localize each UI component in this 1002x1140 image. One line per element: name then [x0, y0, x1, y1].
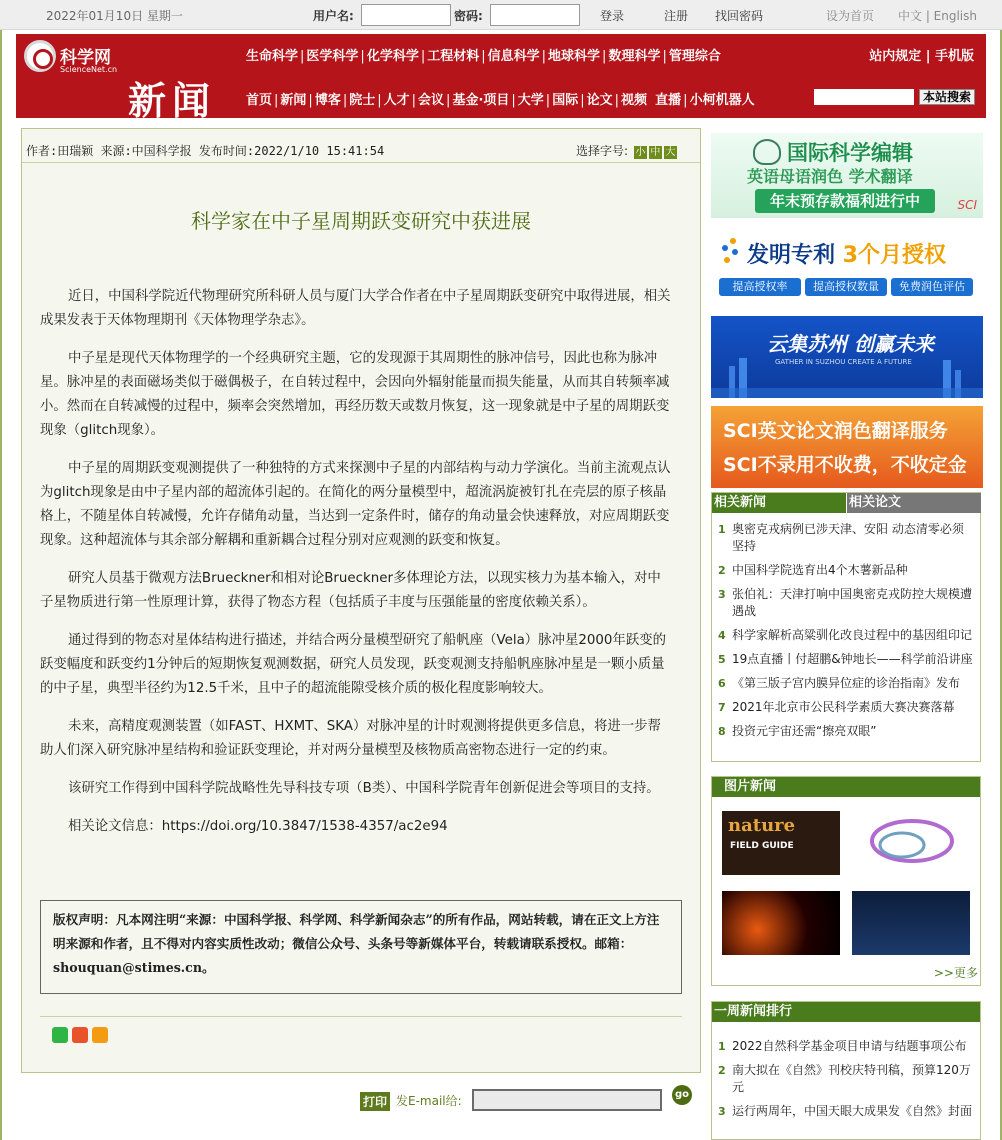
nav-university[interactable]: 大学	[517, 93, 544, 108]
font-medium-button[interactable]: 中	[650, 147, 661, 158]
nav-international[interactable]: 国际	[552, 93, 579, 108]
photo-thumb-space[interactable]	[722, 891, 840, 955]
editing-logo-icon	[753, 139, 781, 165]
list-item[interactable]: 3 运行两周年，中国天眼大成果发《自然》封面	[718, 1104, 973, 1118]
list-item[interactable]: 4 科学家解析高粱驯化改良过程中的基因组印记	[718, 628, 973, 642]
photo-thumb-nature[interactable]	[722, 811, 840, 875]
nav-management[interactable]: 管理综合	[668, 49, 721, 64]
secondary-nav: 首页 | 新闻 | 博客 | 院士 | 人才 | 会议 | 基金·项目 | 大学 | 国际 | 论文 | 视频 直播 | 小柯机器人	[246, 93, 755, 108]
ad3-title: 云集苏州 创赢未来	[767, 332, 934, 356]
ad1-cta: 年末预存款福利进行中	[755, 189, 935, 213]
weekly-ranking-header: 一周新闻排行	[712, 1002, 980, 1022]
nav-chemistry[interactable]: 化学科学	[366, 49, 419, 64]
nav-academician[interactable]: 院士	[349, 93, 376, 108]
article-panel	[21, 128, 701, 1073]
protein-structure-icon	[852, 811, 970, 875]
meta-divider	[22, 162, 700, 163]
ad-science-editing[interactable]	[711, 133, 983, 218]
article-paragraph: 中子星是现代天体物理学的一个经典研究主题，它的发现源于其周期性的脉冲信号，因此也称为脉冲星。脉冲星的表面磁场类似于磁偶极子，在自转过程中，会因向外辐射能量而损失能量，从而其自转频率减小。然而在自转减慢的过程中，频率会突然增加，再经历数天或数月恢复，这一现象就是中子星的周期跃变现象（glitch现象）。	[40, 351, 670, 438]
photo-news-box	[711, 776, 981, 986]
password-input[interactable]	[490, 4, 580, 26]
ad-sci-polish[interactable]	[711, 406, 983, 488]
article-paragraph: 未来，高精度观测装置（如FAST、HXMT、SKA）对脉冲星的计时观测将提供更多信息，将进一步帮助人们深入研究脉冲星结构和验证跃变理论，并对两分量模型及核物质高密物态进行一定的约束。	[40, 719, 661, 758]
font-large-button[interactable]: 大	[665, 147, 676, 158]
ad2-button[interactable]: 免费润色评估	[891, 278, 973, 296]
ad4-line2: SCI不录用不收费，不收定金	[723, 454, 967, 476]
nav-earth[interactable]: 地球科学	[548, 49, 601, 64]
site-header	[16, 34, 986, 123]
article-paragraph: 该研究工作得到中国科学院战略性先导科技专项（B类）、中国科学院青年创新促进会等项目的支持。	[68, 781, 660, 796]
nav-fund[interactable]: 基金·项目	[452, 93, 510, 108]
ad3-subtitle: GATHER IN SUZHOU CREATE A FUTURE	[775, 358, 912, 366]
nature-cover-subtitle: FIELD GUIDE	[730, 841, 794, 851]
paper-doi-link[interactable]: 相关论文信息：https://doi.org/10.3847/1538-4357/ac2e94	[68, 819, 448, 834]
list-item[interactable]: 5 19点直播丨付超鹏&钟地长——科学前沿讲座	[718, 652, 973, 666]
nature-cover-title: nature	[728, 815, 796, 836]
login-link[interactable]: 登录	[600, 9, 625, 23]
ad1-subtitle: 英语母语润色 学术翻译	[747, 167, 913, 186]
email-bar	[360, 1085, 700, 1115]
ad2-button[interactable]: 提高授权率	[719, 278, 801, 296]
share-divider	[40, 1016, 682, 1017]
ad1-title: 国际科学编辑	[787, 141, 913, 165]
password-label: 密码:	[454, 9, 483, 23]
site-search-input[interactable]	[814, 89, 914, 105]
recover-password-link[interactable]: 找回密码	[715, 9, 764, 23]
register-link[interactable]: 注册	[664, 9, 689, 23]
photo-news-header: 图片新闻	[712, 777, 980, 797]
patent-dots-icon	[719, 236, 743, 266]
list-item[interactable]: 1 奥密克戎病例已涉天津、安阳 动态清零必须坚持	[718, 522, 964, 553]
ad1-mark: SCI	[957, 198, 977, 212]
font-small-button[interactable]: 小	[635, 147, 646, 158]
username-input[interactable]	[361, 4, 451, 26]
nav-home[interactable]: 首页	[246, 93, 273, 108]
nav-live[interactable]: 直播	[655, 93, 682, 108]
nav-talent[interactable]: 人才	[383, 93, 410, 108]
logo-icon	[24, 40, 56, 72]
print-button[interactable]: 打印	[360, 1092, 390, 1111]
share-bar	[52, 1027, 112, 1043]
article-meta: 作者:田瑞颖 来源:中国科学报 发布时间:2022/1/10 15:41:54	[26, 144, 385, 158]
nav-robot[interactable]: 小柯机器人	[689, 93, 755, 108]
go-button[interactable]: go	[672, 1085, 692, 1105]
username-label: 用户名:	[313, 9, 354, 23]
photo-thumb-protein[interactable]	[852, 811, 970, 875]
weekly-ranking-list	[712, 1038, 980, 1127]
list-item[interactable]: 3 张伯礼：天津打响中国奥密克戎防控大规模遭遇战	[718, 587, 973, 618]
email-label: 发E-mail给:	[396, 1094, 462, 1108]
related-news-list	[712, 521, 980, 747]
more-share-icon[interactable]	[92, 1027, 108, 1043]
nav-math-physics[interactable]: 数理科学	[608, 49, 661, 64]
ad-suzhou[interactable]	[711, 316, 983, 398]
ad-patent[interactable]	[711, 226, 983, 300]
list-item[interactable]: 6 《第三版子宫内膜异位症的诊治指南》发布	[718, 676, 961, 690]
article-body	[40, 285, 672, 853]
ad4-line1: SCI英文论文润色翻译服务	[723, 420, 948, 442]
article-paragraph: 研究人员基于微观方法Brueckner和相对论Brueckner多体理论方法，以现实核力为基本输入，对中子星物质进行第一性原理计算，获得了物态方程（包括质子丰度与压强能量的密度依赖关系）。	[40, 571, 661, 610]
article-paragraph: 近日，中国科学院近代物理研究所科研人员与厦门大学合作者在中子星周期跃变研究中取得进展，相关成果发表于天体物理期刊《天体物理学杂志》。	[40, 289, 671, 328]
nav-video[interactable]: 视频	[621, 93, 648, 108]
nav-medical-science[interactable]: 医学科学	[306, 49, 359, 64]
list-item[interactable]: 1 2022自然科学基金项目申请与结题事项公布	[718, 1039, 967, 1053]
list-item[interactable]: 2 中国科学院选育出4个木薯新品种	[718, 563, 908, 577]
primary-nav: 生命科学 | 医学科学 | 化学科学 | 工程材料 | 信息科学 | 地球科学 | 数理科学 | 管理综合	[246, 49, 721, 64]
font-size-selector	[576, 142, 677, 159]
article-paragraph: 中子星的周期跃变观测提供了一种独特的方式来探测中子星的内部结构与动力学演化。当前主流观点认为glitch现象是由中子星内部的超流体引起的。在简化的两分量模型中，超流涡旋被钉扎在壳层的原子核晶格上，不随星体自转减慢，允许存储角动量，当达到一定条件时，储存的角动量会快速释放，对应周期跃变现象。这种超流体与其余部分解耦和重新耦合过程分别对应观测的跃变和恢复。	[40, 461, 671, 548]
section-title: 新闻	[128, 79, 217, 123]
copyright-notice: 版权声明：凡本网注明“来源：中国科学报、科学网、科学新闻杂志”的所有作品，网站转载，请在正文上方注明来源和作者，且不得对内容实质性改动；微信公众号、头条号等新媒体平台，转载请联系授权。邮箱：shouquan@stimes.cn。	[40, 900, 682, 994]
nav-conference[interactable]: 会议	[418, 93, 445, 108]
site-logo[interactable]	[24, 40, 124, 74]
tab-related-papers[interactable]: 相关论文	[847, 493, 981, 513]
nav-news[interactable]: 新闻	[280, 93, 307, 108]
article-title: 科学家在中子星周期跃变研究中获进展	[191, 209, 531, 233]
list-item[interactable]: 8 投资元宇宙还需“擦亮双眼”	[718, 724, 877, 738]
ad2-title: 发明专利 3个月授权	[747, 243, 946, 268]
weekly-ranking-box	[711, 1001, 981, 1140]
weibo-share-icon[interactable]	[72, 1027, 88, 1043]
nav-blog[interactable]: 博客	[314, 93, 341, 108]
nav-life-science[interactable]: 生命科学	[246, 49, 299, 64]
ad2-button[interactable]: 提高授权数量	[805, 278, 887, 296]
font-size-label: 选择字号:	[576, 144, 629, 158]
nav-information[interactable]: 信息科学	[487, 49, 540, 64]
top-login-bar	[0, 0, 1002, 30]
wechat-share-icon[interactable]	[52, 1027, 68, 1043]
nav-engineering[interactable]: 工程材料	[427, 49, 480, 64]
list-item[interactable]: 2 南大拟在《自然》刊校庆特刊稿，预算120万元	[718, 1063, 971, 1094]
ad2-buttons	[719, 278, 977, 296]
photo-thumb-device[interactable]	[852, 891, 970, 955]
article-paragraph: 通过得到的物态对星体结构进行描述，并结合两分量模型研究了船帆座（Vela）脉冲星2000年跃变的跃变幅度和跃变约1分钟后的短期恢复观测数据，研究人员发现，跃变观测支持船帆座脉冲星是一颗小质量的中子星，典型半径约为12.5千米，且中子的超流能隙受核介质的极化程度影响较大。	[40, 633, 666, 696]
set-homepage-link[interactable]: 设为首页	[826, 9, 875, 23]
nav-papers[interactable]: 论文	[586, 93, 613, 108]
more-link[interactable]: >>更多	[933, 966, 978, 980]
site-rules-mobile[interactable]: 站内规定 | 手机版	[869, 49, 974, 64]
email-input[interactable]	[472, 1089, 662, 1111]
language-switch[interactable]: 中文 | English	[898, 9, 978, 23]
logo-name: 科学网	[60, 48, 111, 68]
tab-related-news[interactable]: 相关新闻	[712, 493, 846, 513]
logo-url: ScienceNet.cn	[60, 65, 118, 74]
site-search-button[interactable]: 本站搜索	[919, 89, 975, 105]
list-item[interactable]: 7 2021年北京市公民科学素质大赛决赛落幕	[718, 700, 955, 714]
related-box	[711, 492, 981, 762]
date-text: 2022年01月10日 星期一	[46, 9, 183, 23]
left-border	[0, 0, 2, 1140]
